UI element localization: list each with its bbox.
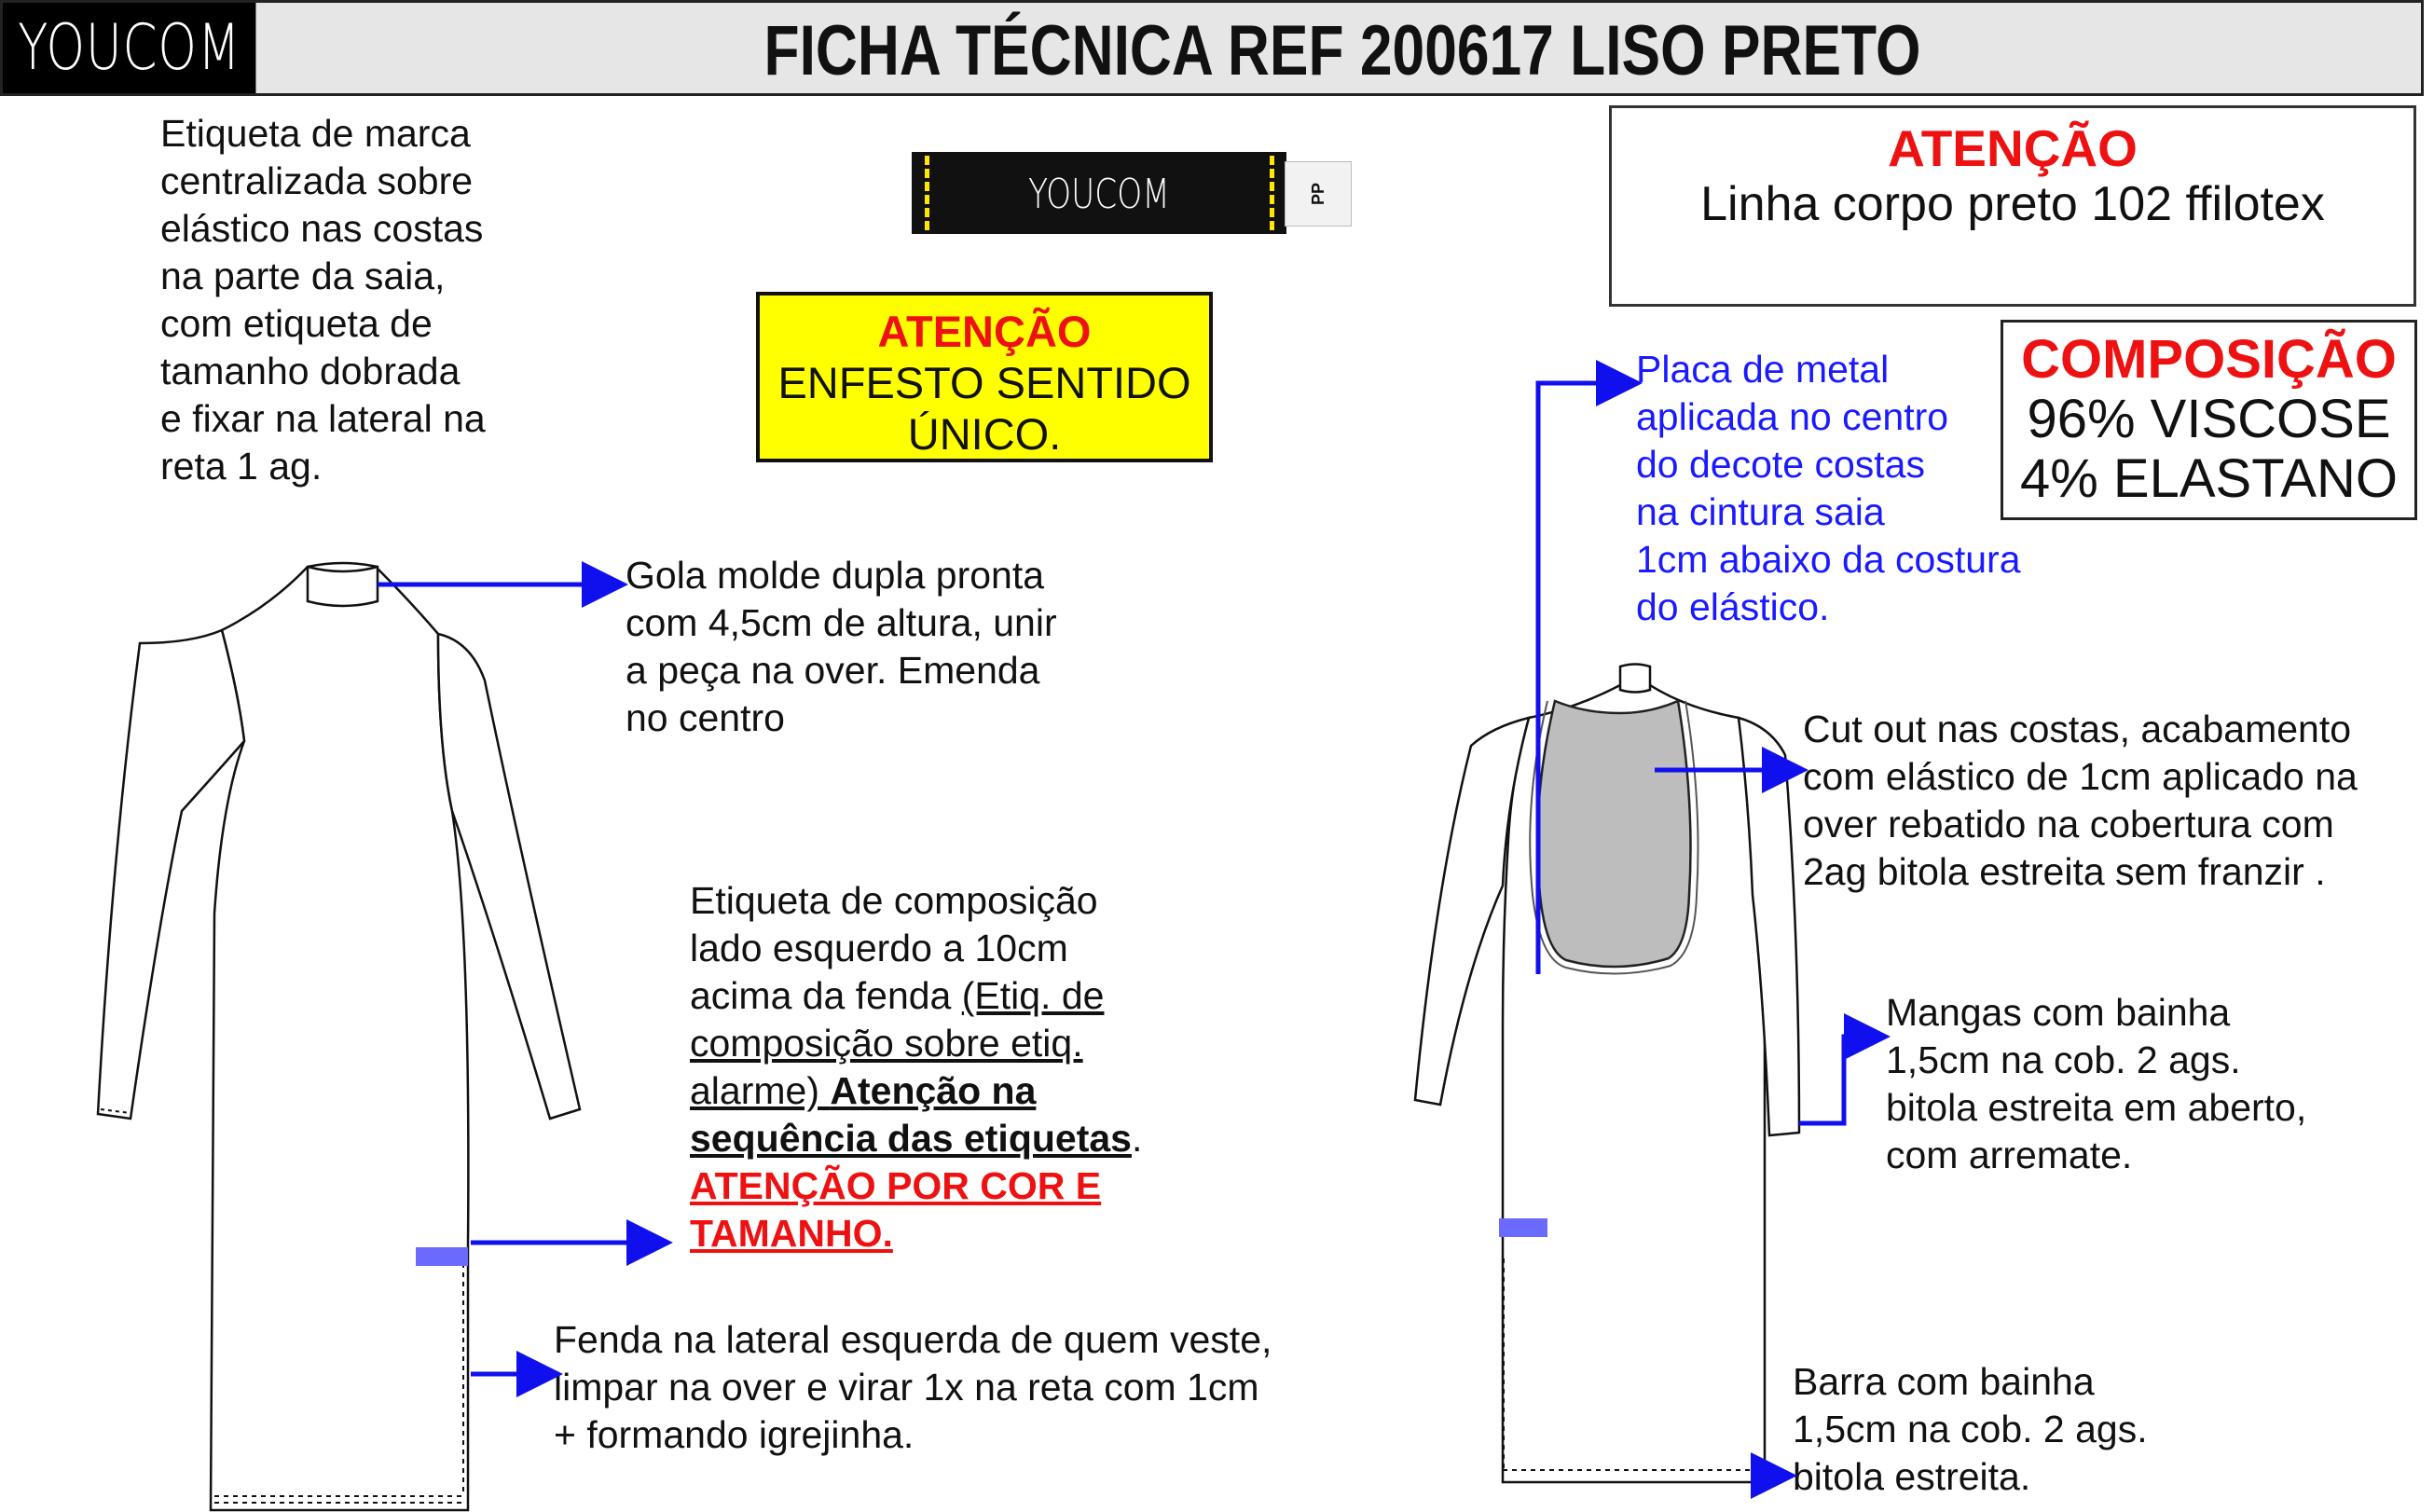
slit-note: Fenda na lateral esquerda de quem veste, limpar na over e virar 1x na reta com 1cm + formando igrejinha. (554, 1318, 1272, 1456)
comp-note-line6-end: . (1131, 1117, 1143, 1160)
back-composition-label-marker (1499, 1218, 1547, 1237)
spread-attention-line2: ÚNICO. (907, 409, 1062, 459)
spread-attention-line1: ENFESTO SENTIDO (777, 358, 1191, 407)
comp-note-line4-text: composição sobre etiq. (690, 1022, 1083, 1065)
label-brand-text: YOUCOM (1028, 171, 1170, 218)
size-tag-text: PP (1309, 183, 1327, 206)
back-collar (1620, 665, 1650, 693)
comp-note-line3a: acima da fenda (690, 974, 962, 1017)
cutout-note: Cut out nas costas, acabamento com elástico de 1cm aplicado na over rebatido na cobertura com 2ag bitola estreita sem franzir . (1803, 708, 2358, 893)
hem-note: Barra com bainha 1,5cm na cob. 2 ags. bitola estreita. (1793, 1360, 2148, 1498)
comp-note-line5b: Atenção na (830, 1069, 1037, 1112)
collar-note: Gola molde dupla pronta com 4,5cm de altura, unir a peça na over. Emenda no centro (626, 554, 1057, 739)
composition-line2: 4% ELASTANO (2019, 448, 2399, 509)
sleeves-arrow (1799, 1037, 1881, 1123)
comp-note-line1: Etiqueta de composição (690, 879, 1098, 922)
hem-arrow (1762, 1475, 1788, 1476)
composition-title: COMPOSIÇÃO (2021, 329, 2397, 390)
brand-logo: YOUCOM (3, 3, 255, 93)
comp-note-line2: lado esquerdo a 10cm (690, 927, 1068, 969)
spread-attention-title: ATENÇÃO (877, 307, 1092, 356)
metal-plate-note: Placa de metal aplicada no centro do decote costas na cintura saia 1cm abaixo da costura do elástico. (1636, 348, 2021, 628)
brand-label-note: Etiqueta de marca centralizada sobre elástico nas costas na parte da saia, com etiqueta de tamanho dobrada e fixar na lateral na reta 1 ag. (160, 112, 486, 488)
front-dress-drawing (98, 563, 580, 1510)
composition-line1: 96% VISCOSE (2027, 389, 2391, 449)
comp-note-line8-text: TAMANHO (690, 1212, 883, 1255)
comp-note-line3b: (Etiq. de (961, 974, 1105, 1017)
comp-note-line8-end: . (882, 1212, 893, 1255)
thread-attention-text: Linha corpo preto 102 ffilotex (1700, 177, 2325, 231)
sleeves-note: Mangas com bainha 1,5cm na cob. 2 ags. bitola estreita em aberto, com arremate. (1886, 991, 2307, 1176)
page-title: FICHA TÉCNICA REF 200617 LISO PRETO (763, 11, 1921, 90)
comp-note-line7-text: ATENÇÃO POR COR E (690, 1164, 1102, 1207)
back-cutout (1537, 701, 1690, 967)
comp-note-line6-text: sequência das etiquetas (690, 1117, 1132, 1160)
comp-note-line5a: alarme) (690, 1069, 831, 1112)
front-composition-label-marker (416, 1247, 468, 1266)
thread-attention-title: ATENÇÃO (1888, 119, 2138, 177)
front-body-outline (211, 567, 468, 1510)
